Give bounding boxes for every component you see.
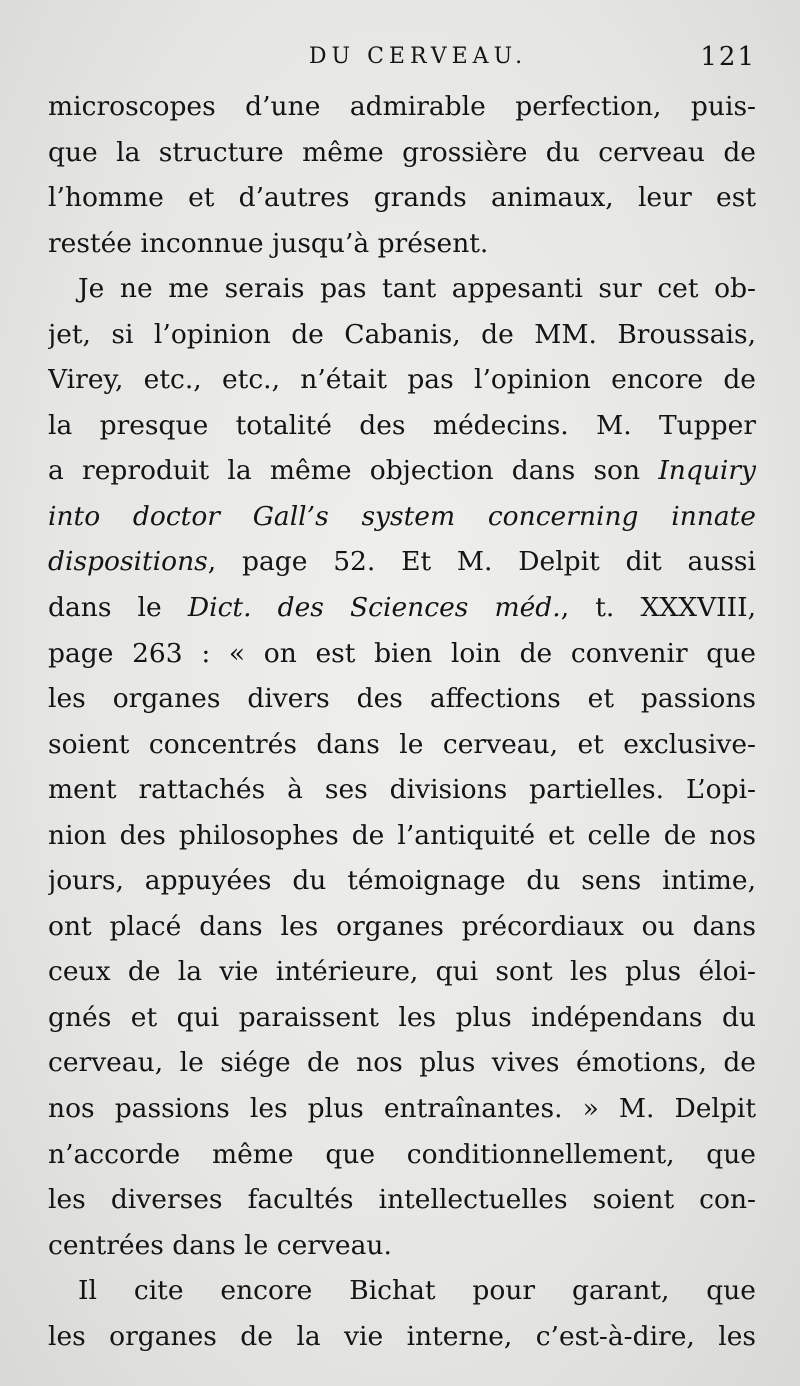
- page-number: 121: [700, 42, 756, 72]
- text-line: into doctor Gall’s system concerning innate: [48, 500, 756, 532]
- text-line: microscopes d’une admirable perfection, puis-: [48, 91, 756, 122]
- text-line: l’homme et d’autres grands animaux, leur est: [48, 182, 756, 214]
- text-line: restée inconnue jusqu’à présent.: [48, 227, 489, 259]
- text-line: nos passions les plus entraînantes. » M. Delpit: [48, 1093, 756, 1125]
- text-line: cerveau, le siége de nos plus vives émotions, de: [48, 1047, 756, 1079]
- text-line: les organes de la vie interne, c’est-à-dire, les: [48, 1320, 756, 1352]
- text-line: les diverses facultés intellectuelles soient con-: [48, 1184, 756, 1216]
- running-head: DU CERVEAU.: [308, 44, 528, 69]
- text-line: n’accorde même que conditionnellement, que: [48, 1138, 756, 1170]
- text-line: dans le Dict. des Sciences méd., t. XXXVIII,: [48, 592, 756, 624]
- text-line: jet, si l’opinion de Cabanis, de MM. Broussais,: [48, 318, 756, 350]
- text-line: que la structure même grossière du cerveau de: [48, 136, 756, 168]
- text-line: Il cite encore Bichat pour garant, que: [78, 1275, 756, 1307]
- text-line: Virey, etc., etc., n’était pas l’opinion encore de: [48, 364, 756, 396]
- text-line: Je ne me serais pas tant appesanti sur cet ob-: [78, 273, 756, 305]
- text-line: nion des philosophes de l’antiquité et celle de nos: [48, 819, 756, 851]
- text-line: ceux de la vie intérieure, qui sont les plus éloi-: [48, 956, 756, 988]
- text-line: jours, appuyées du témoignage du sens intime,: [48, 865, 756, 897]
- text-line: a reproduit la même objection dans son Inquiry: [48, 455, 756, 487]
- text-line: la presque totalité des médecins. M. Tupper: [48, 409, 756, 441]
- text-line: centrées dans le cerveau.: [48, 1229, 392, 1261]
- text-line: dispositions, page 52. Et M. Delpit dit aussi: [48, 546, 756, 578]
- text-line: ont placé dans les organes précordiaux ou dans: [48, 910, 756, 942]
- text-line: gnés et qui paraissent les plus indépendans du: [48, 1001, 756, 1033]
- body-text: [48, 84, 756, 1359]
- text-line: les organes divers des affections et passions: [48, 683, 756, 715]
- page-header: [48, 42, 756, 82]
- text-line: page 263 : « on est bien loin de convenir que: [48, 637, 756, 669]
- text-line: ment rattachés à ses divisions partielles. L’opi-: [48, 774, 756, 806]
- text-line: soient concentrés dans le cerveau, et exclusive-: [48, 728, 756, 760]
